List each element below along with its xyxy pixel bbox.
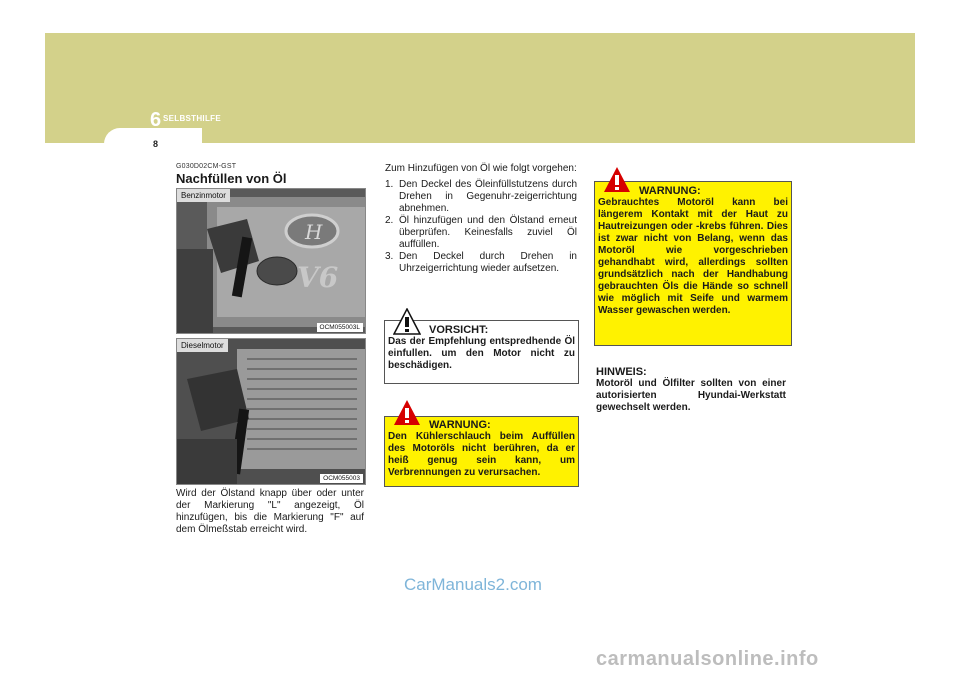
note-block [596, 366, 786, 414]
column-2 [385, 163, 577, 275]
procedure-step: 1. Den Deckel des Öleinfüllstutzens durch Drehen in Gegenuhr-zeigerrichtung abnehmen. [385, 179, 577, 214]
figure-code: OCM055003 [320, 474, 363, 483]
procedure-step: 2. Öl hinzufügen und den Ölstand erneut überprüfen. Keinesfalls zuviel Öl auffüllen. [385, 215, 577, 250]
warning-icon [603, 166, 631, 194]
warning-coolant-box [384, 416, 579, 487]
intro-paragraph: Wird der Ölstand knapp über oder unter der Markierung "L" angezeigt, Öl hinzufügen, bis die Markierung "F" auf dem Ölmeßstab erreicht wird. [176, 488, 364, 535]
warning-oil-text: Gebrauchtes Motoröl kann bei längerem Kontakt mit der Haut zu Hautreizungen oder -krebs führen. Dies ist zwar nicht von Belang, wenn das Motoröl wie vorgeschrieben gehandhabt wird, allerdings sollten grundsätzlich nach der Handhabung gebrauchten Öls die Hände so schnell wie möglich mit Seife und warmem Wasser gewaschen werden. [598, 197, 788, 316]
petrol-engine-illustration [177, 189, 365, 333]
section-code: G030D02CM-GST [176, 163, 237, 170]
figure-petrol-engine [176, 188, 366, 334]
footer-watermark: carmanualsonline.info [596, 648, 819, 670]
note-text: Motoröl und Ölfilter sollten von einer autorisierten Hyundai-Werkstatt gewechselt werden. [596, 378, 786, 413]
caution-text: Das der Empfehlung entspredhende Öl einfullen. um den Motor nicht zu beschädigen. [388, 336, 575, 371]
procedure-lead: Zum Hinzufügen von Öl wie folgt vorgehen: [385, 163, 577, 174]
caution-icon [393, 308, 421, 336]
procedure-steps [385, 179, 577, 275]
chapter-title: SELBSTHILFE [163, 114, 221, 123]
figure-label: Benzinmotor [177, 189, 230, 202]
figure-diesel-engine [176, 338, 366, 485]
note-title: HINWEIS: [596, 366, 647, 378]
chapter-number: 6 [150, 109, 162, 131]
section-title: Nachfüllen von Öl [176, 171, 287, 186]
header-band [45, 33, 915, 143]
warning-coolant-title: WARNUNG: [429, 419, 491, 431]
figure-code: OCM055003L [317, 323, 363, 332]
figure-label: Dieselmotor [177, 339, 228, 352]
diesel-engine-illustration [177, 339, 365, 484]
warning-icon [393, 399, 421, 427]
caution-box [384, 320, 579, 384]
watermark-link[interactable]: CarManuals2.com [404, 575, 542, 594]
svg-text:V6: V6 [297, 261, 339, 294]
column-1 [176, 163, 364, 186]
page-number: 8 [153, 139, 159, 149]
warning-coolant-text: Den Kühlerschlauch beim Auffüllen des Motoröls nicht berühren, da er heiß genug sein kann, um Verbrennungen zu verursachen. [388, 431, 575, 478]
warning-oil-box [594, 181, 792, 346]
warning-oil-title: WARNUNG: [639, 185, 701, 197]
caution-title: VORSICHT: [429, 324, 489, 336]
svg-text:H: H [305, 220, 323, 244]
procedure-step: 3. Den Deckel durch Drehen in Uhrzeigerrichtung wieder aufsetzen. [385, 251, 577, 274]
